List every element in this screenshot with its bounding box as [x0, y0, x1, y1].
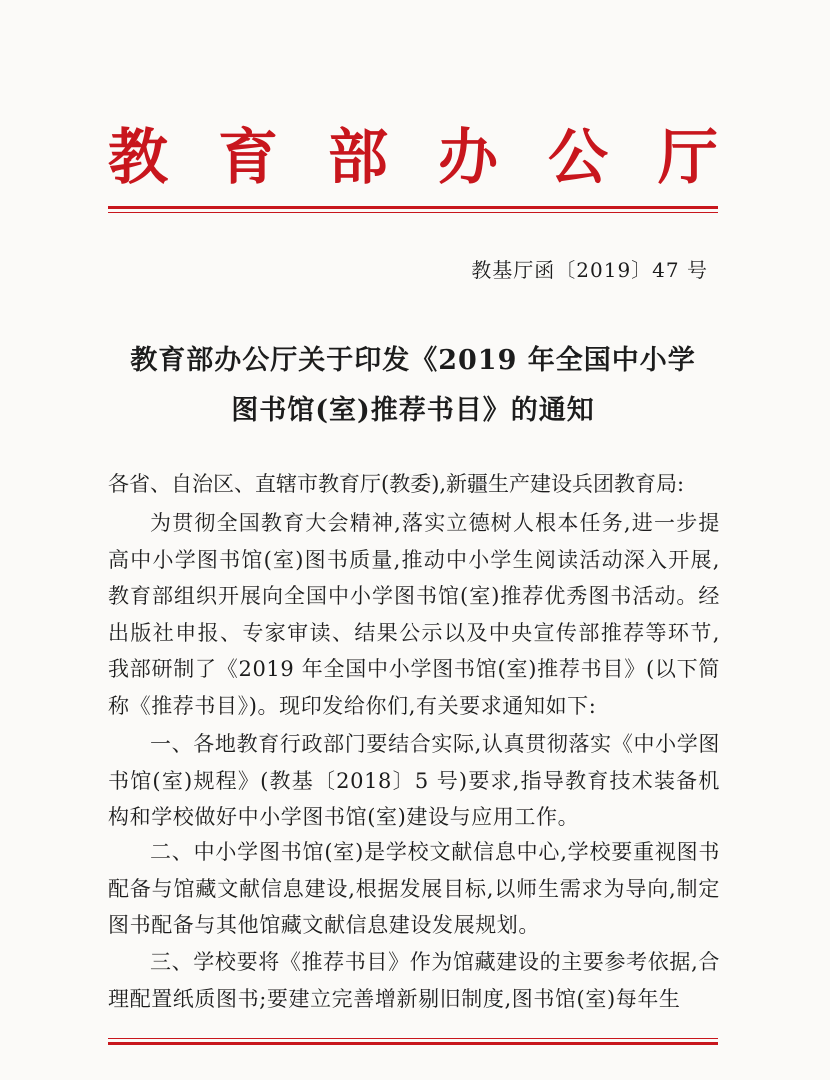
document-title-line: 图书馆(室)推荐书目》的通知	[231, 395, 595, 426]
salutation: 各省、自治区、直辖市教育厅(教委),新疆生产建设兵团教育局:	[108, 472, 685, 496]
footer-divider-thin	[108, 1038, 718, 1039]
document-number: 教基厅函〔2019〕47 号	[471, 258, 708, 282]
body-paragraph	[108, 834, 720, 944]
header-char: 育	[218, 123, 278, 193]
body-paragraph	[108, 944, 720, 1017]
paragraph-text: 三、学校要将《推荐书目》作为馆藏建设的主要参考依据,合理配置纸质图书;要建立完善增新剔旧制度,图书馆(室)每年生	[108, 950, 720, 1011]
header-char: 厅	[658, 123, 718, 193]
header-char: 公	[548, 123, 608, 193]
paragraph-text: 为贯彻全国教育大会精神,落实立德树人根本任务,进一步提高中小学图书馆(室)图书质量,推动中小学生阅读活动深入开展,教育部组织开展向全国中小学图书馆(室)推荐优秀图书活动。经出版社申报、专家审读、结果公示以及中央宣传部推荐等环节,我部研制了《2019 年全国中小学图书馆(室)推荐书目》(以下简称《推荐书目》)。现印发给你们,有关要求通知如下:	[108, 511, 720, 718]
document-title-line: 教育部办公厅关于印发《2019 年全国中小学	[130, 345, 696, 376]
header-char: 办	[438, 123, 498, 193]
paragraph-text: 一、各地教育行政部门要结合实际,认真贯彻落实《中小学图书馆(室)规程》(教基〔2018〕5 号)要求,指导教育技术装备机构和学校做好中小学图书馆(室)建设与应用工作。	[108, 732, 720, 829]
footer-divider-thick	[108, 1042, 718, 1045]
body-paragraph	[108, 505, 720, 724]
header-char: 部	[328, 123, 388, 193]
header-divider-thin	[108, 212, 718, 213]
paragraph-text: 二、中小学图书馆(室)是学校文献信息中心,学校要重视图书配备与馆藏文献信息建设,根据发展目标,以师生需求为导向,制定图书配备与其他馆藏文献信息建设发展规划。	[108, 840, 720, 937]
body-paragraph	[108, 726, 720, 836]
issuing-authority-header	[108, 120, 718, 196]
document-title	[108, 336, 718, 436]
header-divider-thick	[108, 206, 718, 209]
header-char: 教	[108, 123, 168, 193]
